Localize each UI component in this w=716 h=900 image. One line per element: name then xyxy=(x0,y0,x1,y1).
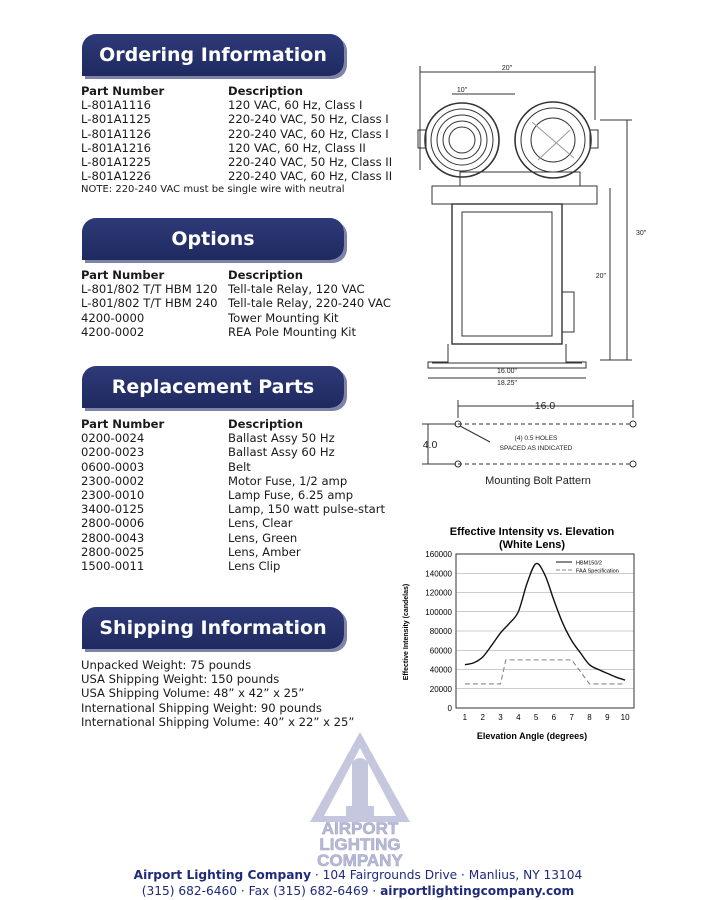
table-row xyxy=(81,502,385,516)
col-part-number: Part Number xyxy=(81,84,165,98)
mounting-bolt-pattern xyxy=(418,396,648,496)
y-tick-label: 80000 xyxy=(429,627,452,636)
part-description: 120 VAC, 60 Hz, Class I xyxy=(228,98,363,113)
options-title: Options xyxy=(171,228,255,250)
part-number: 0600-0003 xyxy=(81,459,145,474)
replacement-title: Replacement Parts xyxy=(111,376,315,398)
part-number: 4200-0000 xyxy=(81,310,145,325)
legend-label: FAA Specification xyxy=(576,568,619,575)
shipping-line: Unpacked Weight: 75 pounds xyxy=(81,658,252,672)
x-tick-label: 10 xyxy=(620,713,630,722)
table-header xyxy=(81,84,392,98)
x-tick-label: 9 xyxy=(605,713,610,722)
table-row xyxy=(81,460,385,474)
legend-label: HBM150/2 xyxy=(576,560,602,567)
part-number: 2800-0006 xyxy=(81,516,145,531)
part-description: REA Pole Mounting Kit xyxy=(228,324,357,339)
table-row xyxy=(81,169,392,183)
shipping-info xyxy=(81,658,354,729)
table-row xyxy=(81,516,385,530)
intensity-elevation-chart xyxy=(398,520,638,745)
dim-width-label: 20" xyxy=(501,65,513,72)
hole-note-2: SPACED AS INDICATED xyxy=(499,445,573,452)
table-header xyxy=(81,417,385,431)
replacement-banner xyxy=(82,366,344,408)
x-tick-label: 4 xyxy=(516,713,521,722)
table-row xyxy=(81,545,385,559)
part-description: Lens Clip xyxy=(228,559,281,574)
part-number: L-801A1125 xyxy=(81,112,152,127)
y-tick-label: 160000 xyxy=(425,550,452,559)
hole-note-1: (4) 0.5 HOLES xyxy=(514,435,558,442)
chart-title: Effective Intensity vs. Elevation xyxy=(449,526,615,538)
part-description: Lens, Amber xyxy=(228,544,301,559)
table-row xyxy=(81,325,391,339)
col-description: Description xyxy=(228,268,303,282)
table-row xyxy=(81,127,392,141)
col-part-number: Part Number xyxy=(81,417,165,431)
part-number: 2800-0043 xyxy=(81,530,145,545)
x-tick-label: 3 xyxy=(498,713,503,722)
table-row xyxy=(81,155,392,169)
bolt-width-label: 16.0 xyxy=(534,400,556,412)
x-tick-label: 8 xyxy=(587,713,592,722)
table-row xyxy=(81,559,385,573)
y-tick-label: 100000 xyxy=(425,607,452,617)
dim-base-inner-label: 16.00" xyxy=(496,368,518,375)
part-description: Ballast Assy 50 Hz xyxy=(228,431,335,446)
y-tick-label: 40000 xyxy=(429,665,452,675)
part-description: Ballast Assy 60 Hz xyxy=(228,445,335,460)
bolt-height-label: 4.0 xyxy=(422,439,438,451)
table-row xyxy=(81,445,385,459)
shipping-banner xyxy=(82,607,344,649)
lamp-head-left xyxy=(425,103,499,177)
y-tick-label: 0 xyxy=(447,704,452,713)
table-header xyxy=(81,268,391,282)
footer-address-line xyxy=(0,868,716,882)
bolt-hole xyxy=(630,421,636,427)
part-number: 0200-0024 xyxy=(81,431,145,446)
table-row xyxy=(81,531,385,545)
part-description: Tower Mounting Kit xyxy=(228,310,339,325)
table-row xyxy=(81,282,391,296)
ordering-table xyxy=(81,84,392,198)
x-tick-label: 1 xyxy=(462,713,468,722)
ordering-note: NOTE: 220-240 VAC must be single wire with neutral xyxy=(81,184,345,196)
part-description: Lamp, 150 watt pulse-start xyxy=(228,502,386,517)
part-number: 0200-0023 xyxy=(81,445,145,460)
dim-body-height-label: 20" xyxy=(595,273,606,280)
top-plate xyxy=(432,186,597,204)
y-tick-label: 60000 xyxy=(429,646,452,656)
options-table xyxy=(81,268,391,339)
dim-lamp-label: 10" xyxy=(456,87,468,94)
company-phone: (315) 682-6460 · Fax (315) 682-6469 · xyxy=(141,884,381,898)
part-number: 2800-0025 xyxy=(81,544,145,559)
table-row xyxy=(81,112,392,126)
x-tick-label: 6 xyxy=(551,713,557,722)
replacement-table xyxy=(81,417,385,573)
shipping-line: USA Shipping Volume: 48” x 42” x 25” xyxy=(81,686,305,701)
part-number: L-801A1126 xyxy=(81,126,152,141)
shipping-title: Shipping Information xyxy=(99,617,327,639)
part-description: Motor Fuse, 1/2 amp xyxy=(228,473,348,488)
company-name: Airport Lighting Company xyxy=(133,868,312,882)
table-row xyxy=(81,296,391,310)
part-description: 120 VAC, 60 Hz, Class II xyxy=(228,140,366,155)
shipping-line: USA Shipping Weight: 150 pounds xyxy=(81,672,280,687)
chart-ylabel: Effective Intensity (candelas) xyxy=(403,583,410,681)
table-row xyxy=(81,98,392,112)
x-tick-label: 2 xyxy=(480,713,485,722)
chart-xlabel: Elevation Angle (degrees) xyxy=(476,731,588,741)
part-description: 220-240 VAC, 60 Hz, Class II xyxy=(228,169,393,184)
part-number: L-801A1116 xyxy=(81,98,152,113)
footer-contact-line xyxy=(0,884,716,898)
company-website[interactable]: airportlightingcompany.com xyxy=(380,884,575,898)
logo-line-2: LIGHTING xyxy=(319,835,401,854)
part-number: L-801A1216 xyxy=(81,140,152,155)
shipping-line: International Shipping Volume: 40” x 22” x 25” xyxy=(81,714,355,729)
ordering-banner xyxy=(82,34,344,76)
part-description: Lamp Fuse, 6.25 amp xyxy=(228,488,354,503)
part-description: 220-240 VAC, 50 Hz, Class II xyxy=(228,155,393,170)
part-description: Belt xyxy=(228,459,251,474)
bolt-hole xyxy=(630,461,636,467)
series-line-faa-spec xyxy=(465,660,625,684)
part-description: 220-240 VAC, 60 Hz, Class I xyxy=(228,126,389,141)
part-number: 4200-0002 xyxy=(81,324,145,339)
part-description: Tell-tale Relay, 220-240 VAC xyxy=(228,296,391,311)
part-number: L-801A1225 xyxy=(81,155,152,170)
part-description: Lens, Green xyxy=(228,530,298,545)
table-row xyxy=(81,488,385,502)
y-tick-label: 140000 xyxy=(425,569,452,579)
part-number: 2300-0002 xyxy=(81,473,145,488)
part-description: 220-240 VAC, 50 Hz, Class I xyxy=(228,112,389,127)
part-number: L-801A1226 xyxy=(81,169,152,184)
logo-line-3: COMPANY xyxy=(317,851,403,870)
table-row xyxy=(81,474,385,488)
dim-total-height-label: 30" xyxy=(636,230,647,237)
y-tick-label: 120000 xyxy=(425,588,452,598)
ordering-title: Ordering Information xyxy=(99,44,327,66)
dim-base-outer-label: 18.25" xyxy=(496,380,518,387)
part-number: L-801/802 T/T HBM 120 xyxy=(81,282,218,297)
part-number: 2300-0010 xyxy=(81,488,145,503)
part-description: Tell-tale Relay, 120 VAC xyxy=(228,282,365,297)
options-banner xyxy=(82,218,344,260)
shipping-line: International Shipping Weight: 90 pounds xyxy=(81,700,322,715)
part-number: 1500-0011 xyxy=(81,559,145,574)
table-row xyxy=(81,141,392,155)
series-line-hbm150 xyxy=(465,560,625,680)
part-number: L-801/802 T/T HBM 240 xyxy=(81,296,218,311)
chart-subtitle: (White Lens) xyxy=(499,539,565,551)
table-row xyxy=(81,431,385,445)
part-description: Lens, Clear xyxy=(228,516,293,531)
table-row xyxy=(81,311,391,325)
bolt-pattern-caption: Mounting Bolt Pattern xyxy=(485,475,591,487)
col-description: Description xyxy=(228,84,303,98)
x-tick-label: 7 xyxy=(569,713,574,722)
x-tick-label: 5 xyxy=(533,713,539,722)
col-part-number: Part Number xyxy=(81,268,165,282)
airport-lighting-logo xyxy=(300,730,420,870)
part-number: 3400-0125 xyxy=(81,502,145,517)
logo-line-1: AIRPORT xyxy=(321,819,399,838)
light-dimension-drawing xyxy=(410,60,650,390)
enclosure-body xyxy=(452,204,562,344)
company-address: · 104 Fairgrounds Drive · Manlius, NY 13104 xyxy=(311,868,583,882)
col-description: Description xyxy=(228,417,303,431)
y-tick-label: 20000 xyxy=(429,684,452,694)
